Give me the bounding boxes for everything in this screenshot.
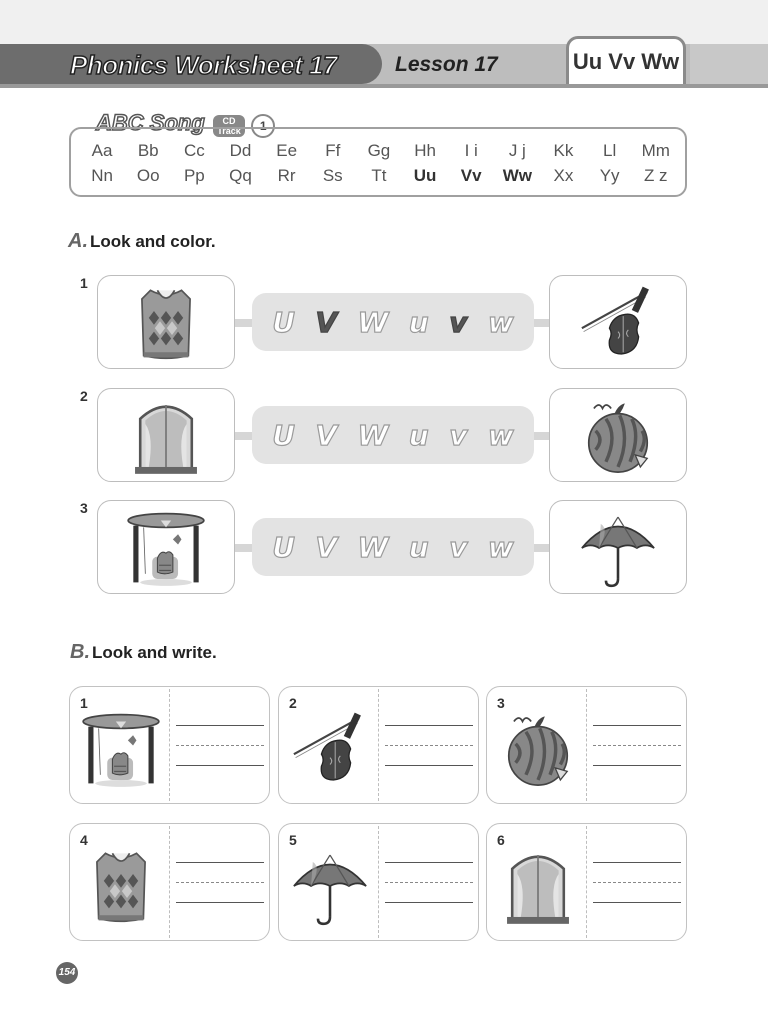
write-line-base[interactable] xyxy=(385,765,473,766)
write-line-top[interactable] xyxy=(593,725,681,726)
section-b-letter: B. xyxy=(70,641,90,663)
header-right-stub xyxy=(690,44,768,84)
window-picture xyxy=(122,393,210,479)
write-card xyxy=(278,823,479,941)
left-picture-box[interactable] xyxy=(97,500,235,594)
left-picture-box[interactable] xyxy=(97,275,235,369)
card-divider xyxy=(378,826,379,938)
right-picture-box[interactable] xyxy=(549,275,687,369)
alphabet-letter: Mm xyxy=(641,141,670,160)
write-line-base[interactable] xyxy=(593,902,681,903)
swing-cat-picture xyxy=(78,705,164,793)
right-connector xyxy=(534,544,550,552)
cd-label: CD xyxy=(222,115,236,126)
write-line-mid[interactable] xyxy=(385,882,473,883)
section-a-title xyxy=(68,230,216,253)
window-picture xyxy=(495,842,581,930)
alphabet-letter: Ee xyxy=(276,141,298,160)
abc-song-label: ABC Song xyxy=(96,110,205,135)
alphabet-letter: Ll xyxy=(603,141,617,160)
alphabet-letter: Oo xyxy=(136,166,160,185)
write-line-top[interactable] xyxy=(176,862,264,863)
alphabet-row-2 xyxy=(79,166,679,186)
colorable-letter[interactable]: w xyxy=(487,305,514,339)
colorable-letter[interactable]: U xyxy=(272,418,295,452)
write-line-base[interactable] xyxy=(176,902,264,903)
write-line-top[interactable] xyxy=(176,725,264,726)
alphabet-letter: Z z xyxy=(643,166,668,185)
alphabet-letter: Dd xyxy=(229,141,252,160)
track-label: Track xyxy=(217,125,241,136)
alphabet-letter: Hh xyxy=(414,141,436,160)
left-connector xyxy=(235,319,252,327)
section-a-instruction: Look and color. xyxy=(90,232,216,251)
alphabet-letter: Rr xyxy=(277,166,296,185)
write-line-base[interactable] xyxy=(176,765,264,766)
card-number: 1 xyxy=(80,695,88,711)
alphabet-letter: Bb xyxy=(137,141,159,160)
left-connector xyxy=(235,544,252,552)
right-connector xyxy=(534,319,550,327)
card-divider xyxy=(586,689,587,801)
card-number: 3 xyxy=(497,695,505,711)
alphabet-letter: Ss xyxy=(322,166,343,185)
alphabet-letter: Qq xyxy=(229,166,252,185)
alphabet-row-1 xyxy=(79,141,679,161)
card-picture xyxy=(287,705,375,797)
colorable-letter[interactable]: V xyxy=(315,530,338,564)
alphabet-letter: Pp xyxy=(183,166,205,185)
write-card xyxy=(69,823,270,941)
alphabet-letter: Gg xyxy=(367,141,391,160)
umbrella-picture xyxy=(572,505,664,591)
colorable-letter[interactable]: W xyxy=(357,305,389,339)
write-line-base[interactable] xyxy=(593,765,681,766)
write-line-top[interactable] xyxy=(385,725,473,726)
letter-pill xyxy=(252,406,534,464)
right-picture-box[interactable] xyxy=(549,388,687,482)
track-number: 1 xyxy=(251,114,275,138)
alphabet-letter: Vv xyxy=(460,166,482,185)
colorable-letter[interactable]: w xyxy=(487,530,514,564)
write-line-mid[interactable] xyxy=(385,745,473,746)
card-number: 5 xyxy=(289,832,297,848)
colorable-letter[interactable]: V xyxy=(315,305,338,339)
page-title: Phonics Worksheet 17 xyxy=(70,50,337,80)
page-number: 154 xyxy=(56,962,78,984)
row-number: 2 xyxy=(80,388,88,404)
card-divider xyxy=(169,689,170,801)
alphabet-letter: Kk xyxy=(553,141,574,160)
row-number: 3 xyxy=(80,500,88,516)
alphabet-box xyxy=(69,127,687,197)
colorable-letter[interactable]: u xyxy=(408,305,429,339)
colorable-letter[interactable]: u xyxy=(408,418,429,452)
swing-cat-picture xyxy=(122,505,210,591)
watermelon-picture xyxy=(495,705,581,793)
card-number: 6 xyxy=(497,832,505,848)
letter-pill xyxy=(252,518,534,576)
alphabet-letter: I i xyxy=(464,141,478,160)
write-line-mid[interactable] xyxy=(593,745,681,746)
violin-picture xyxy=(572,280,664,366)
umbrella-picture xyxy=(287,842,373,930)
alphabet-letter: Xx xyxy=(553,166,574,185)
colorable-letter[interactable]: w xyxy=(487,418,514,452)
colorable-letter[interactable]: v xyxy=(449,305,468,339)
write-line-mid[interactable] xyxy=(176,745,264,746)
card-picture xyxy=(287,842,375,934)
letter-pill xyxy=(252,293,534,351)
write-line-top[interactable] xyxy=(593,862,681,863)
lesson-label: Lesson 17 xyxy=(395,53,498,76)
left-connector xyxy=(235,432,252,440)
letters-tab: Uu Vv Ww xyxy=(566,36,686,84)
section-b-instruction: Look and write. xyxy=(92,643,217,662)
write-card xyxy=(486,686,687,804)
write-card xyxy=(486,823,687,941)
alphabet-letter: Yy xyxy=(599,166,620,185)
alphabet-letter: Tt xyxy=(371,166,387,185)
alphabet-letter: Ww xyxy=(502,166,532,185)
card-divider xyxy=(169,826,170,938)
colorable-letter[interactable]: v xyxy=(449,418,468,452)
write-line-top[interactable] xyxy=(385,862,473,863)
colorable-letter[interactable]: V xyxy=(315,418,338,452)
card-number: 2 xyxy=(289,695,297,711)
card-divider xyxy=(378,689,379,801)
card-divider xyxy=(586,826,587,938)
alphabet-letter: J j xyxy=(508,141,526,160)
section-a-letter: A. xyxy=(68,230,88,252)
colorable-letter[interactable]: W xyxy=(357,530,389,564)
card-number: 4 xyxy=(80,832,88,848)
alphabet-letter: Ff xyxy=(325,141,341,160)
right-connector xyxy=(534,432,550,440)
card-picture xyxy=(495,705,583,797)
colorable-letter[interactable]: U xyxy=(272,530,295,564)
row-number: 1 xyxy=(80,275,88,291)
colorable-letter[interactable]: v xyxy=(449,530,468,564)
write-card xyxy=(69,686,270,804)
card-picture xyxy=(78,842,166,934)
write-card xyxy=(278,686,479,804)
alphabet-letter: Cc xyxy=(183,141,205,160)
colorable-letter[interactable]: u xyxy=(408,530,429,564)
violin-picture xyxy=(287,705,373,793)
alphabet-letter: Nn xyxy=(91,166,113,185)
vest-picture xyxy=(78,842,164,930)
colorable-letter[interactable]: W xyxy=(357,418,389,452)
alphabet-letter: Aa xyxy=(91,141,113,160)
card-picture xyxy=(495,842,583,934)
watermelon-picture xyxy=(572,393,664,479)
write-line-mid[interactable] xyxy=(176,882,264,883)
vest-picture xyxy=(122,280,210,366)
write-line-mid[interactable] xyxy=(593,882,681,883)
header-underline xyxy=(0,84,768,88)
section-b-title xyxy=(70,641,217,664)
right-picture-box[interactable] xyxy=(549,500,687,594)
alphabet-letter: Uu xyxy=(413,166,437,185)
write-line-base[interactable] xyxy=(385,902,473,903)
colorable-letter[interactable]: U xyxy=(272,305,295,339)
left-picture-box[interactable] xyxy=(97,388,235,482)
card-picture xyxy=(78,705,166,797)
